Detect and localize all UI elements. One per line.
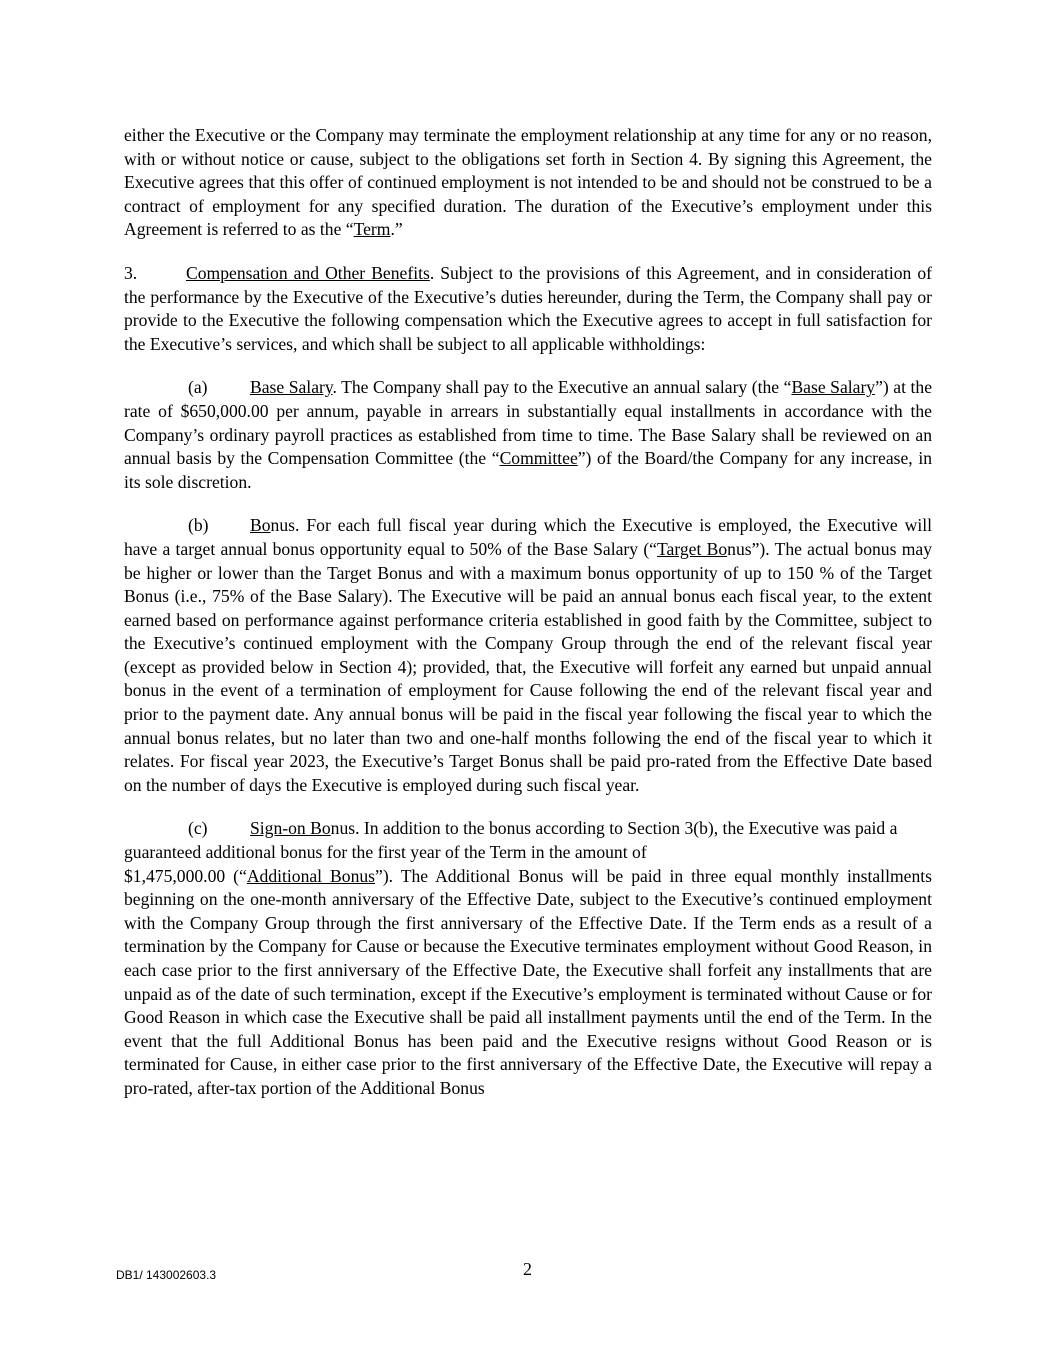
section-3-text: . Subject to the provisions of this Agreement, and in consideration of the performance by the Executive of the Executive’s duties hereunder, during the Term, the Company shall pay or provide to the Executive the following compensation which the Executive agrees to accept in full satisfaction for the Executive’s services, and which shall be subject to all applicable withholdings: [124, 262, 932, 354]
subsection-b-text: nus”). The actual bonus may be higher or lower than the Target Bonus and with a maximum bonus opportunity of up to 150 % of the Target Bonus (i.e., 75% of the Base Salary). The Executive will be paid an annual bonus each fiscal year, to the extent earned based on performance against performance criteria established in good faith by the Committee, subject to the Executive’s continued employment with the Company Group through the end of the relevant fiscal year (except as provided below in Section 4); provided, that, the Executive will forfeit any earned but unpaid annual bonus in the event of a termination of employment for Cause following the end of the relevant fiscal year and prior to the payment date. Any annual bonus will be paid in the fiscal year following the fiscal year to which the annual bonus relates, but no later than two and one-half months following the end of the fiscal year to which it relates. For fiscal year 2023, the Executive’s Target Bonus shall be paid pro-rated from the Effective Date based on the number of days the Executive is employed during such fiscal year. [124, 538, 932, 795]
intro-end: .” [390, 219, 403, 240]
document-body [124, 124, 932, 1101]
subsection-a-paragraph [124, 376, 932, 494]
subsection-heading: Sign-on Bo [250, 818, 331, 839]
section-heading: Compensation and Other Benefits [186, 262, 430, 283]
defined-term-term: Term [353, 219, 391, 240]
subsection-label: (c) [188, 818, 208, 839]
subsection-heading: Base Salary [250, 377, 333, 398]
defined-term-base-salary: Base Salary [791, 377, 876, 398]
intro-paragraph [124, 124, 932, 242]
subsection-label: (b) [188, 515, 209, 536]
defined-term-target-bonus: Target Bo [657, 538, 728, 559]
defined-term-committee: Committee [499, 448, 578, 469]
subsection-a-text: . The Company shall pay to the Executive an annual salary (the “ [332, 377, 792, 398]
subsection-heading-rest: nus [330, 818, 356, 839]
section-number: 3. [124, 262, 138, 283]
subsection-b-paragraph [124, 514, 932, 797]
section-3-paragraph [124, 262, 932, 356]
document-id: DB1/ 143002603.3 [116, 1268, 217, 1282]
subsection-heading: Bo [250, 515, 271, 536]
subsection-heading-rest: nus [270, 515, 295, 536]
subsection-c-text: . In addition to the bonus according to Section 3(b), the Executive was paid a guaranteed additional bonus for the first year of the Term in the amount of [124, 818, 898, 863]
subsection-c-text: $1,475,000.00 (“ [124, 865, 247, 886]
subsection-c-text: ”). The Additional Bonus will be paid in three equal monthly installments beginning on the one-month anniversary of the Effective Date, subject to the Executive’s continued employment with the Company Group through the first anniversary of the Effective Date. If the Term ends as a result of a termination by the Company for Cause or because the Executive terminates employment without Good Reason, in each case prior to the first anniversary of the Effective Date, the Executive shall forfeit any installments that are unpaid as of the date of such termination, except if the Executive’s employment is terminated without Cause or for Good Reason in which case the Executive shall be paid all installment payments until the end of the Term. In the event that the full Additional Bonus has been paid and the Executive resigns without Good Reason or is terminated for Cause, in either case prior to the first anniversary of the Effective Date, the Executive will repay a pro-rated, after-tax portion of the Additional Bonus [124, 865, 932, 1098]
subsection-label: (a) [188, 377, 208, 398]
intro-text: either the Executive or the Company may terminate the employment relationship at any time for any or no reason, with or without notice or cause, subject to the obligations set forth in Section 4. By signing this Agreement, the Executive agrees that this offer of continued employment is not intended to be and should not be construed to be a contract of employment for any specified duration. The duration of the Executive’s employment under this Agreement is referred to as the “ [124, 125, 932, 240]
page-number: 2 [523, 1259, 532, 1279]
defined-term-additional-bonus: Additional Bonus [246, 865, 376, 886]
subsection-c-first-line [124, 817, 932, 864]
subsection-c-paragraph [124, 865, 932, 1101]
subsection-a-text: ”) of the Board/the Company for any increase, in its sole discretion. [124, 448, 933, 492]
subsection-a-text: ”) at the rate of $650,000.00 per annum, payable in arrears in substantially equal installments in accordance with the Company’s ordinary payroll practices as established from time to time. The Base Salary shall be reviewed on an annual basis by the Compensation Committee (the “ [124, 377, 933, 469]
subsection-b-text: . For each full fiscal year during which the Executive is employed, the Executive will have a target annual bonus opportunity equal to 50% of the Base Salary (“ [124, 515, 932, 559]
